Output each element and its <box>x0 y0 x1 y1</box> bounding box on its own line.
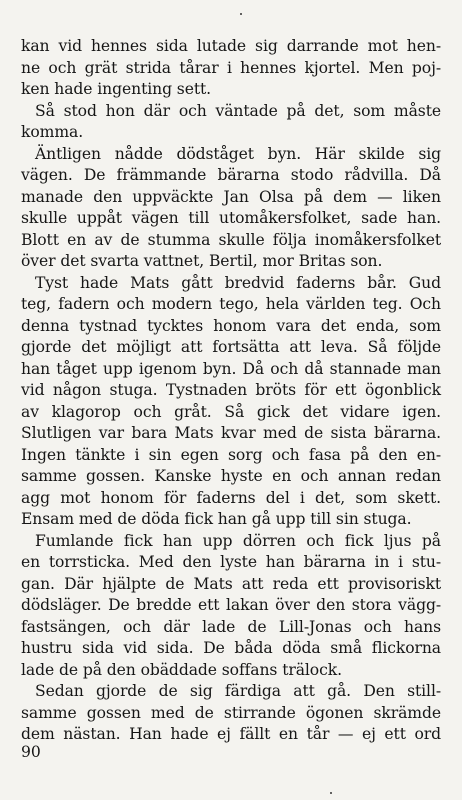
text-line: han tåget upp igenom byn. Då och då stannade man <box>21 359 441 378</box>
text-line: vägen. De främmande bärarna stodo rådvilla. Då <box>21 166 441 184</box>
text-line: samme gossen med de stirrande ögonen skrämde <box>21 703 441 722</box>
text-line: Ensam med de döda fick han gå upp till sin stuga. <box>21 510 412 528</box>
text-line: över det svarta vattnet, Bertil, mor Britas son. <box>21 252 383 270</box>
text-line: gan. Där hjälpte de Mats att reda ett provisoriskt <box>21 574 441 593</box>
text-line: teg, fadern och modern tego, hela världen teg. Och <box>21 295 441 313</box>
text-line: en torrsticka. Med den lyste han bärarna in i stu- <box>21 553 441 571</box>
text-line: fastsängen, och där lade de Lill-Jonas och hans <box>21 617 441 636</box>
text-line: gjorde det möjligt att fortsätta att leva. Så följde <box>21 338 441 356</box>
print-speck <box>330 792 332 794</box>
text-line: Slutligen var bara Mats kvar med de sista bärarna. <box>21 424 441 442</box>
text-line: lade de på den obäddade soffans trälock. <box>21 660 342 679</box>
paragraph-first-line: Så stod hon där och väntade på det, som måste <box>35 101 441 120</box>
text-line: denna tystnad tycktes honom vara det enda, som <box>21 316 441 335</box>
text-line: dödsläger. De bredde ett lakan över den stora vägg- <box>21 596 441 614</box>
text-line: manade den uppväckte Jan Olsa på dem — liken <box>21 187 441 206</box>
paragraph-first-line: Äntligen nådde dödståget byn. Här skilde sig <box>35 144 441 163</box>
text-line: skulle uppåt vägen till utomåkersfolket, sade han. <box>21 209 441 227</box>
text-line: Ingen tänkte i sin egen sorg och fasa på den en- <box>21 445 441 464</box>
text-line: hustru sida vid sida. De båda döda små flickorna <box>21 639 441 657</box>
text-line: vid någon stuga. Tystnaden bröts för ett ögonblick <box>21 381 441 399</box>
paragraph-first-line: Sedan gjorde de sig färdiga att gå. Den still- <box>35 682 441 700</box>
text-line: ne och grät strida tårar i hennes kjortel. Men poj- <box>21 58 441 77</box>
body-text <box>21 36 441 746</box>
text-line: agg mot honom för faderns del i det, som skett. <box>21 488 441 507</box>
text-line: dem nästan. Han hade ej fällt en tår — ej ett ord <box>21 725 441 743</box>
text-line: av klagorop och gråt. Så gick det vidare igen. <box>21 402 441 421</box>
text-line: komma. <box>21 123 84 141</box>
text-line: kan vid hennes sida lutade sig darrande mot hen- <box>21 37 441 55</box>
paragraph-first-line: Fumlande fick han upp dörren och fick ljus på <box>35 531 441 550</box>
print-speck <box>240 13 242 15</box>
text-line: ken hade ingenting sett. <box>21 80 212 98</box>
paragraph-first-line: Tyst hade Mats gått bredvid faderns bår. Gud <box>35 273 441 292</box>
text-line: Blott en av de stumma skulle följa inomåkersfolket <box>21 230 441 249</box>
page-number: 90 <box>21 743 41 761</box>
text-line: samme gossen. Kanske hyste en och annan redan <box>21 467 441 485</box>
